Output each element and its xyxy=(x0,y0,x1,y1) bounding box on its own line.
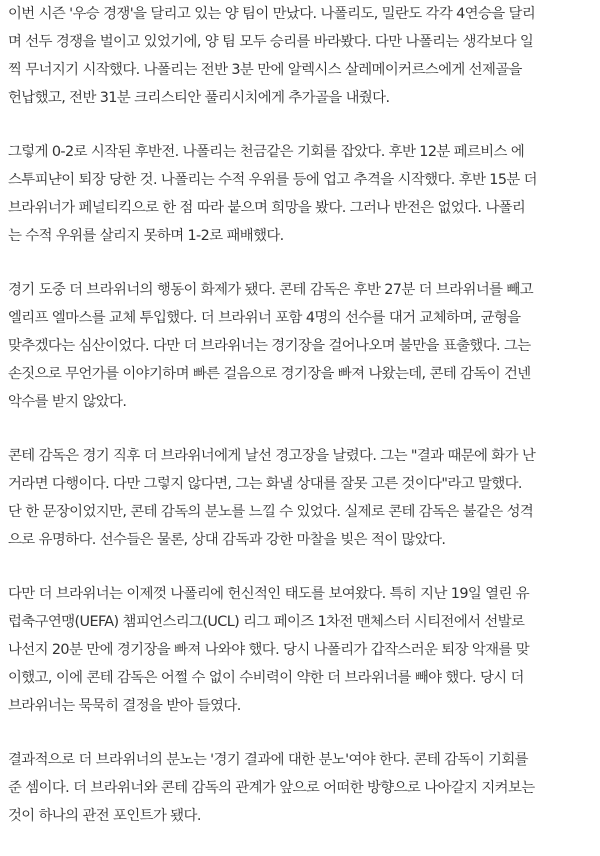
text-line: 엘리프 엘마스를 교체 투입했다. 더 브라위너 포함 4명의 선수를 대거 교체하며, 균형을 xyxy=(8,310,521,326)
text-line: 이했고, 이에 콘테 감독은 어쩔 수 없이 수비력이 약한 더 브라위너를 빼야 했다. 당시 더 xyxy=(8,670,524,686)
text-line: 브라위너가 페널티킥으로 한 점 따라 붙으며 희망을 봤다. 그러나 반전은 없었다. 나폴리 xyxy=(8,200,526,216)
text-line: 다만 더 브라위너는 이제껏 나폴리에 헌신적인 태도를 보여왔다. 특히 지난 19일 열린 유 xyxy=(8,586,530,602)
paragraph-2 xyxy=(8,138,594,250)
text-line: 는 수적 우위를 살리지 못하며 1-2로 패배했다. xyxy=(8,228,284,244)
text-line: 이번 시즌 '우승 경쟁'을 달리고 있는 양 팀이 만났다. 나폴리도, 밀란도 각각 4연승을 달리 xyxy=(8,6,536,22)
text-line: 브라위너는 묵묵히 결정을 받아 들였다. xyxy=(8,698,241,714)
text-line: 으로 유명하다. 선수들은 물론, 상대 감독과 강한 마찰을 빚은 적이 많았다. xyxy=(8,532,446,548)
text-line: 며 선두 경쟁을 벌이고 있었기에, 양 팀 모두 승리를 바라봤다. 다만 나폴리는 생각보다 일 xyxy=(8,34,534,50)
text-line: 것이 하나의 관전 포인트가 됐다. xyxy=(8,808,201,824)
text-line: 거라면 다행이다. 다만 그렇지 않다면, 그는 화낼 상대를 잘못 고른 것이다"라고 말했다. xyxy=(8,476,522,492)
text-line: 나선지 20분 만에 경기장을 빠져 나와야 했다. 당시 나폴리가 갑작스러운 퇴장 악재를 맞 xyxy=(8,642,530,658)
text-line: 준 셈이다. 더 브라위너와 콘테 감독의 관계가 앞으로 어떠한 방향으로 나아갈지 지켜보는 xyxy=(8,780,535,796)
text-line: 악수를 받지 않았다. xyxy=(8,394,127,410)
text-line: 단 한 문장이었지만, 콘테 감독의 분노를 느낄 수 있었다. 실제로 콘테 감독은 불같은 성격 xyxy=(8,504,534,520)
paragraph-1 xyxy=(8,0,594,112)
text-line: 경기 도중 더 브라위너의 행동이 화제가 됐다. 콘테 감독은 후반 27분 더 브라위너를 빼고 xyxy=(8,282,534,298)
text-line: 그렇게 0-2로 시작된 후반전. 나폴리는 천금같은 기회를 잡았다. 후반 12분 페르비스 에 xyxy=(8,144,525,160)
text-line: 헌납했고, 전반 31분 크리스티안 풀리시치에게 추가골을 내줬다. xyxy=(8,90,390,106)
paragraph-5 xyxy=(8,580,594,720)
paragraph-3 xyxy=(8,276,594,416)
text-line: 콘테 감독은 경기 직후 더 브라위너에게 날선 경고장을 날렸다. 그는 "결과 때문에 화가 난 xyxy=(8,448,536,464)
paragraph-4 xyxy=(8,442,594,554)
text-line: 손짓으로 무언가를 이야기하며 빠른 걸음으로 경기장을 빠져 나왔는데, 콘테 감독이 건넨 xyxy=(8,366,531,382)
text-line: 스투피냔이 퇴장 당한 것. 나폴리는 수적 우위를 등에 업고 추격을 시작했다. 후반 15분 더 xyxy=(8,172,537,188)
text-line: 럽축구연맹(UEFA) 챔피언스리그(UCL) 리그 페이즈 1차전 맨체스터 시티전에서 선발로 xyxy=(8,614,525,630)
paragraph-6 xyxy=(8,746,594,830)
text-line: 맞추겠다는 심산이었다. 다만 더 브라위너는 경기장을 걸어나오며 불만을 표출했다. 그는 xyxy=(8,338,531,354)
text-line: 결과적으로 더 브라위너의 분노는 '경기 결과에 대한 분노'여야 한다. 콘테 감독이 기회를 xyxy=(8,752,528,768)
text-line: 찍 무너지기 시작했다. 나폴리는 전반 3분 만에 알렉시스 살레메이커르스에게 선제골을 xyxy=(8,62,522,78)
article-body xyxy=(8,0,594,856)
